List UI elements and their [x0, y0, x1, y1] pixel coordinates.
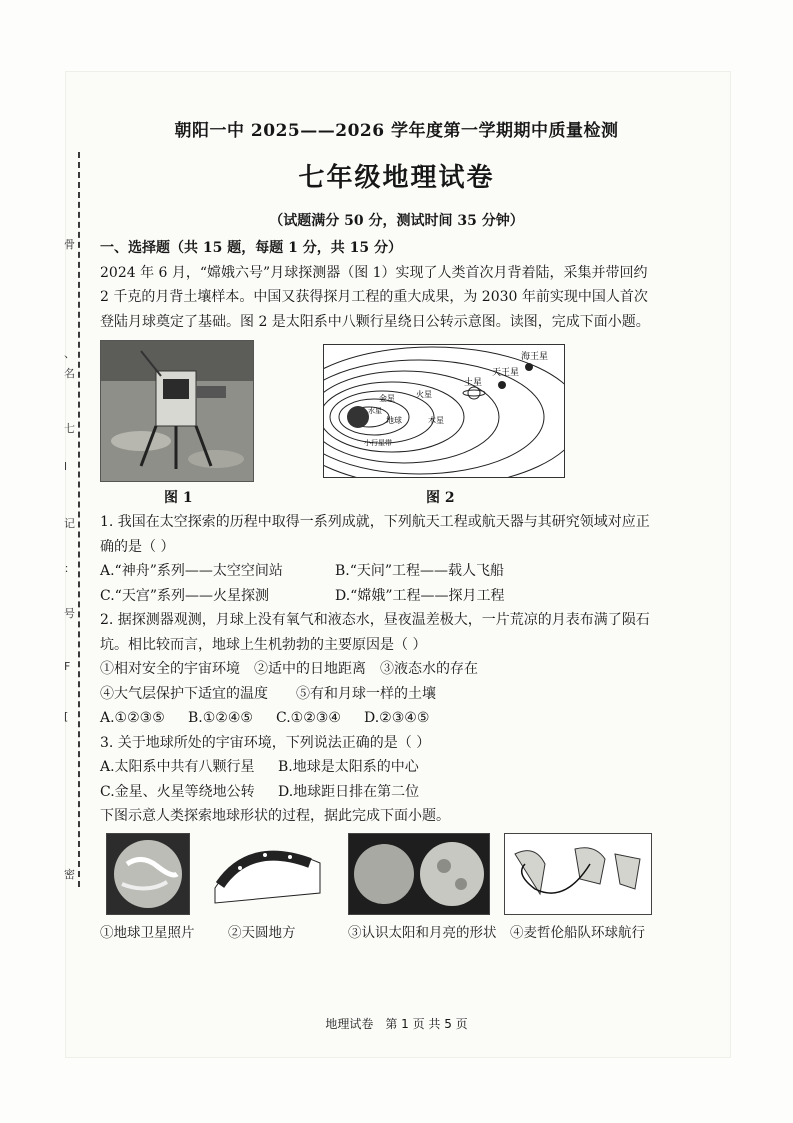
earth-label: 地球 [386, 416, 402, 425]
question-3-options [100, 755, 660, 780]
margin-mark: ： [64, 562, 75, 575]
option-c: C.金星、火星等绕地公转 [100, 783, 255, 800]
uranus-label: 天王星 [492, 368, 520, 378]
option-d: D.地球距日排在第二位 [278, 783, 420, 800]
question-2-stem: 2. 据探测器观测，月球上没有氧气和液态水，昼夜温差极大，一片荒凉的月表布满了陨石坑。相比较而言，地球上生机勃勃的主要原因是（ ） [100, 612, 650, 653]
school-title: 朝阳一中 2025——2026 学年度第一学期期中质量检测 [174, 121, 619, 141]
margin-mark: F [64, 660, 71, 673]
question-3-options-2 [100, 780, 660, 805]
option-b: B.地球是太阳系的中心 [278, 759, 419, 775]
margin-mark: 七 [64, 422, 75, 435]
lander-photo [100, 340, 254, 482]
mercury-label: 水星 [368, 407, 382, 415]
round-sky-square-earth [210, 833, 328, 913]
question-2-options [100, 706, 660, 731]
margin-mark: l [64, 460, 68, 473]
question-2-statement: ①相对安全的宇宙环境 ②适中的日地距离 ③液态水的存在 [100, 661, 478, 677]
margin-mark: 骨 [64, 238, 75, 251]
section-heading: 一、选择题（共 15 题，每题 1 分，共 15 分） [100, 240, 402, 256]
option-d: D.“嫦娥”工程——探月工程 [335, 587, 505, 604]
option-a: A.“神舟”系列——太空空间站 [100, 563, 283, 579]
question-1-stem: 1. 我国在太空探索的历程中取得一系列成就，下列航天工程或航天器与其研究领域对应正确的是（ ） [100, 514, 650, 555]
magellan-voyage-map [504, 833, 652, 915]
sun-moon-photos [348, 833, 490, 915]
option-c: C.①②③④ [276, 710, 341, 726]
margin-mark: 名 [64, 367, 75, 380]
figure-caption: ③认识太阳和月亮的形状 [348, 924, 497, 941]
page-footer: 地理试卷 第 1 页 共 5 页 [325, 1017, 468, 1031]
satellite-photo [106, 833, 190, 915]
margin-mark: 号 [64, 607, 75, 620]
jupiter-label: 木星 [428, 416, 444, 425]
question-1-options-2 [100, 584, 660, 609]
binding-dashed-line [78, 152, 80, 887]
question-3-stem: 3. 关于地球所处的宇宙环境，下列说法正确的是（ ） [100, 734, 431, 751]
question-2-statement: ④大气层保护下适宜的温度 ⑤有和月球一样的土壤 [100, 685, 436, 702]
exam-meta: （试题满分 50 分，测试时间 35 分钟） [269, 213, 524, 229]
bottom-intro: 下图示意人类探索地球形状的过程，据此完成下面小题。 [100, 808, 450, 824]
figure-caption: ②天圆地方 [228, 924, 296, 941]
margin-mark: 、 [64, 347, 75, 360]
question-1-options [100, 559, 660, 584]
margin-mark: [ [64, 710, 69, 723]
figure-row [100, 340, 660, 510]
option-c: C.“天宫”系列——火星探测 [100, 587, 269, 604]
mars-label: 火星 [416, 390, 432, 399]
neptune-label: 海王星 [521, 352, 549, 362]
saturn-label: 土星 [464, 378, 483, 388]
earth-shape-figures [100, 833, 660, 951]
fig2-caption: 图 2 [426, 490, 455, 506]
option-d: D.②③④⑤ [364, 710, 430, 726]
figure-caption: ④麦哲伦船队环球航行 [510, 924, 645, 941]
asteroid-belt-label: 小行星带 [364, 439, 392, 447]
margin-mark: 密 [64, 868, 75, 881]
fig1-caption: 图 1 [164, 490, 193, 506]
option-b: B.“天问”工程——载人飞船 [335, 563, 505, 579]
option-a: A.太阳系中共有八颗行星 [100, 759, 255, 775]
margin-mark: 记 [64, 517, 75, 530]
figure-caption: ①地球卫星照片 [100, 924, 195, 941]
exam-content [100, 236, 660, 951]
option-b: B.①②④⑤ [188, 710, 253, 726]
venus-label: 金星 [379, 394, 395, 403]
solar-system-diagram [323, 344, 565, 478]
section-intro: 2024 年 6 月，“嫦娥六号”月球探测器（图 1）实现了人类首次月背着陆，采集并带回约 2 千克的月背土壤样本。中国又获得探月工程的重大成果，为 2030 年前实现中国人首次登陆月球奠定了基础。图 2 是太阳系中八颗行星绕日公转示意图。读图，完成下面小题。 [100, 264, 650, 330]
option-a: A.①②③⑤ [100, 710, 165, 726]
exam-title: 七年级地理试卷 [298, 163, 495, 193]
